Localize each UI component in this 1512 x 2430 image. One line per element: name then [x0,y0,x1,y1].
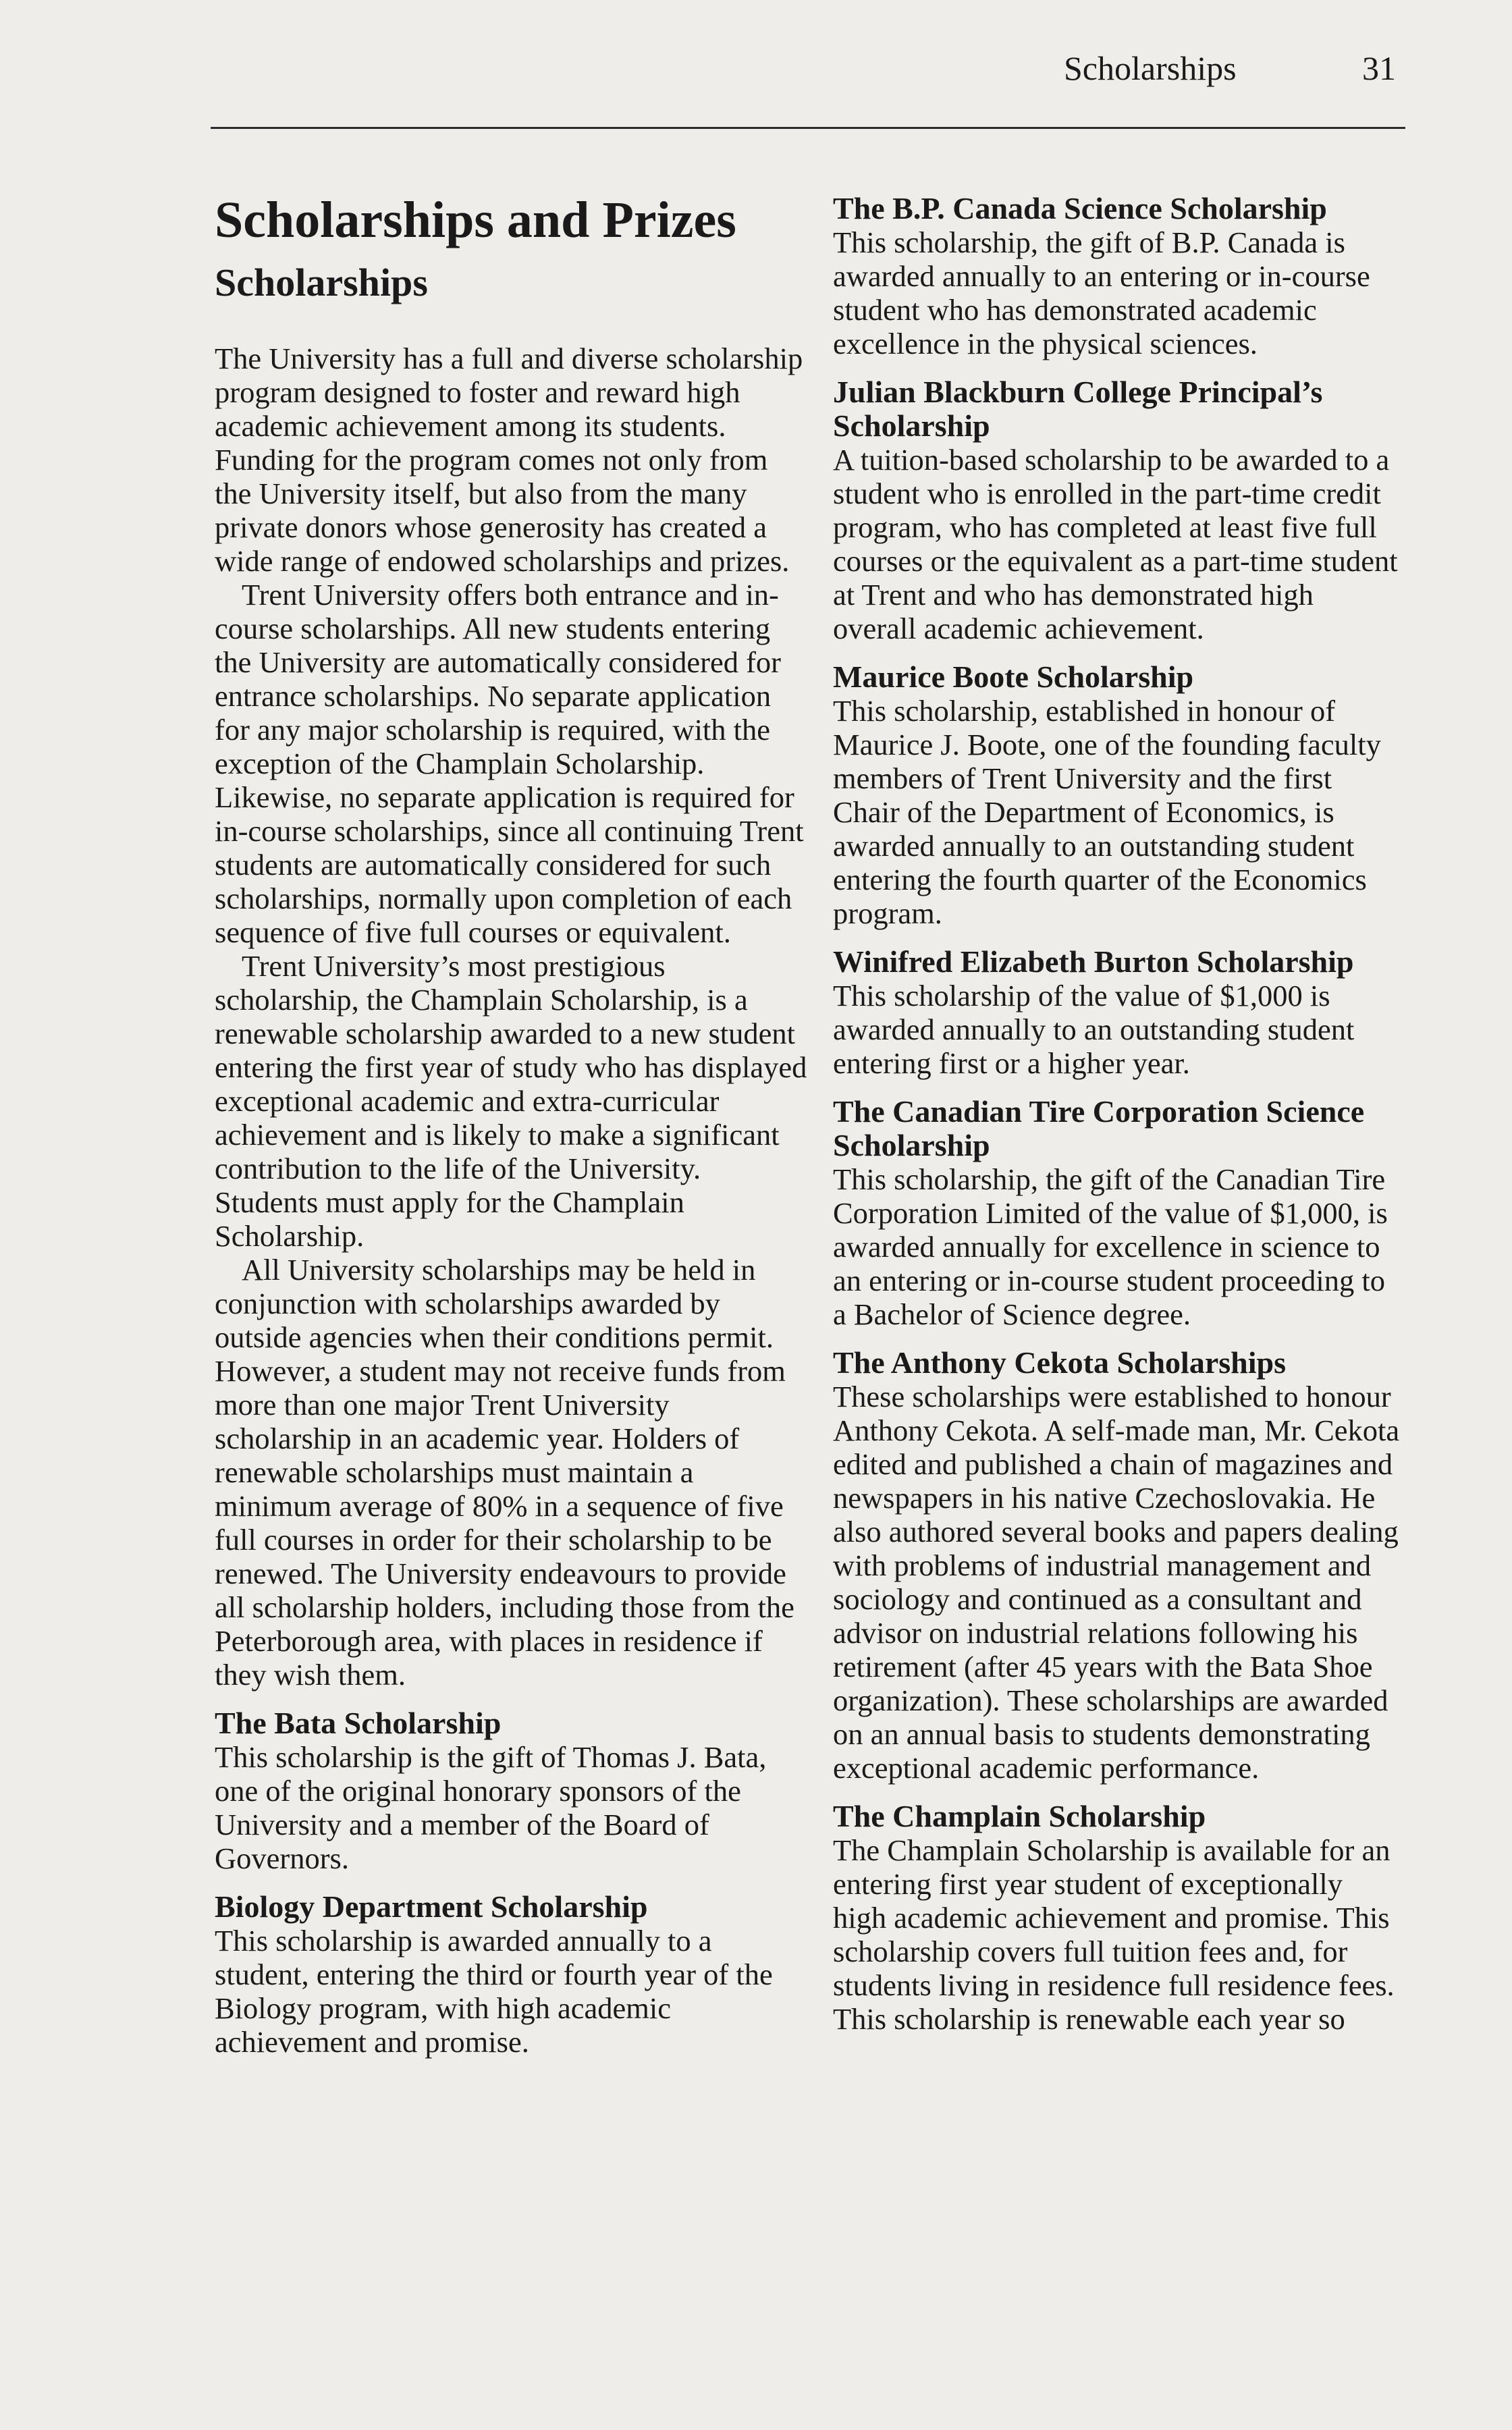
scholarship-heading: Maurice Boote Scholarship [833,659,1194,694]
body-paragraph: Trent University’s most prestigious scholarship, the Champlain Scholarship, is a renewable scholarship awarded to a new student entering the first year of study who has displayed exceptional academic and extra-curricular achievement and is likely to make a significant contribution to the life of the University. Students must apply for the Champlain Scholarship. [215,949,807,1253]
header-rule [211,127,1405,129]
scholarship-heading: The Champlain Scholarship [833,1799,1206,1833]
scholarship-description: This scholarship of the value of $1,000 is awarded annually to an outstanding student entering first or a higher year. [833,979,1355,1080]
page-number: 31 [1362,49,1396,87]
running-header-section: Scholarships [1064,49,1237,87]
scholarship-heading: The Anthony Cekota Scholarships [833,1345,1286,1380]
right-column [833,192,1400,2036]
scholarship-heading: Biology Department Scholarship [215,1889,648,1924]
page-title: Scholarships and Prizes [215,192,736,248]
body-paragraph: Trent University offers both entrance and in-course scholarships. All new students entering the University are automatically considered for entrance scholarships. No separate application for any major scholarship is required, with the exception of the Champlain Scholarship. Likewise, no separate application is required for in-course scholarships, since all continuing Trent students are automatically considered for such scholarships, normally upon completion of each sequence of five full courses or equivalent. [215,578,804,949]
scholarship-description: A tuition-based scholarship to be awarded to a student who is enrolled in the part-time credit program, who has completed at least five full courses or the equivalent as a part-time student at Trent and who has demonstrated high overall academic achievement. [833,443,1398,645]
section-heading: Scholarships [215,261,428,304]
scholarship-heading: The B.P. Canada Science Scholarship [833,191,1327,225]
scholarship-description: This scholarship is awarded annually to a student, entering the third or fourth year of the Biology program, with high academic achievement and promise. [215,1924,773,2059]
scholarship-description: These scholarships were established to honour Anthony Cekota. A self-made man, Mr. Cekota edited and published a chain of magazines and newspapers in his native Czechoslovakia. He also authored several books and papers dealing with problems of industrial management and sociology and continued as a consultant and advisor on industrial relations following his retirement (after 45 years with the Bata Shoe organization). These scholarships are awarded on an annual basis to students demonstrating exceptional academic performance. [833,1380,1400,1785]
scholarship-heading: Julian Blackburn College Principal’s Scholarship [833,375,1323,443]
scholarship-heading: The Bata Scholarship [215,1706,502,1740]
left-column [215,192,809,2059]
scholarship-heading: Winifred Elizabeth Burton Scholarship [833,944,1354,979]
running-header [0,43,1512,97]
body-paragraph: All University scholarships may be held in conjunction with scholarships awarded by outside agencies when their conditions permit. However, a student may not receive funds from more than one major Trent University scholarship in an academic year. Holders of renewable scholarships must maintain a minimum average of 80% in a sequence of five full courses in order for their scholarship to be renewed. The University endeavours to provide all scholarship holders, including those from the Peterborough area, with places in residence if they wish them. [215,1253,794,1692]
scholarship-description: The Champlain Scholarship is available for an entering first year student of exceptionally high academic achievement and promise. This scholarship covers full tuition fees and, for students living in residence full residence fees. This scholarship is renewable each year so [833,1833,1395,2036]
scholarship-description: This scholarship is the gift of Thomas J. Bata, one of the original honorary sponsors of the University and a member of the Board of Governors. [215,1740,767,1875]
scholarship-description: This scholarship, the gift of B.P. Canada is awarded annually to an entering or in-course student who has demonstrated academic excellence in the physical sciences. [833,225,1370,360]
body-paragraph: The University has a full and diverse scholarship program designed to foster and reward high academic achievement among its students. Funding for the program comes not only from the University itself, but also from the many private donors whose generosity has created a wide range of endowed scholarships and prizes. [215,342,803,578]
scholarship-description: This scholarship, established in honour of Maurice J. Boote, one of the founding faculty members of Trent University and the first Chair of the Department of Economics, is awarded annually to an outstanding student entering the fourth quarter of the Economics program. [833,694,1381,930]
scholarship-heading: The Canadian Tire Corporation Science Scholarship [833,1094,1365,1162]
scholarship-description: This scholarship, the gift of the Canadian Tire Corporation Limited of the value of $1,000, is awarded annually for excellence in science to an entering or in-course student proceeding to a Bachelor of Science degree. [833,1162,1388,1331]
